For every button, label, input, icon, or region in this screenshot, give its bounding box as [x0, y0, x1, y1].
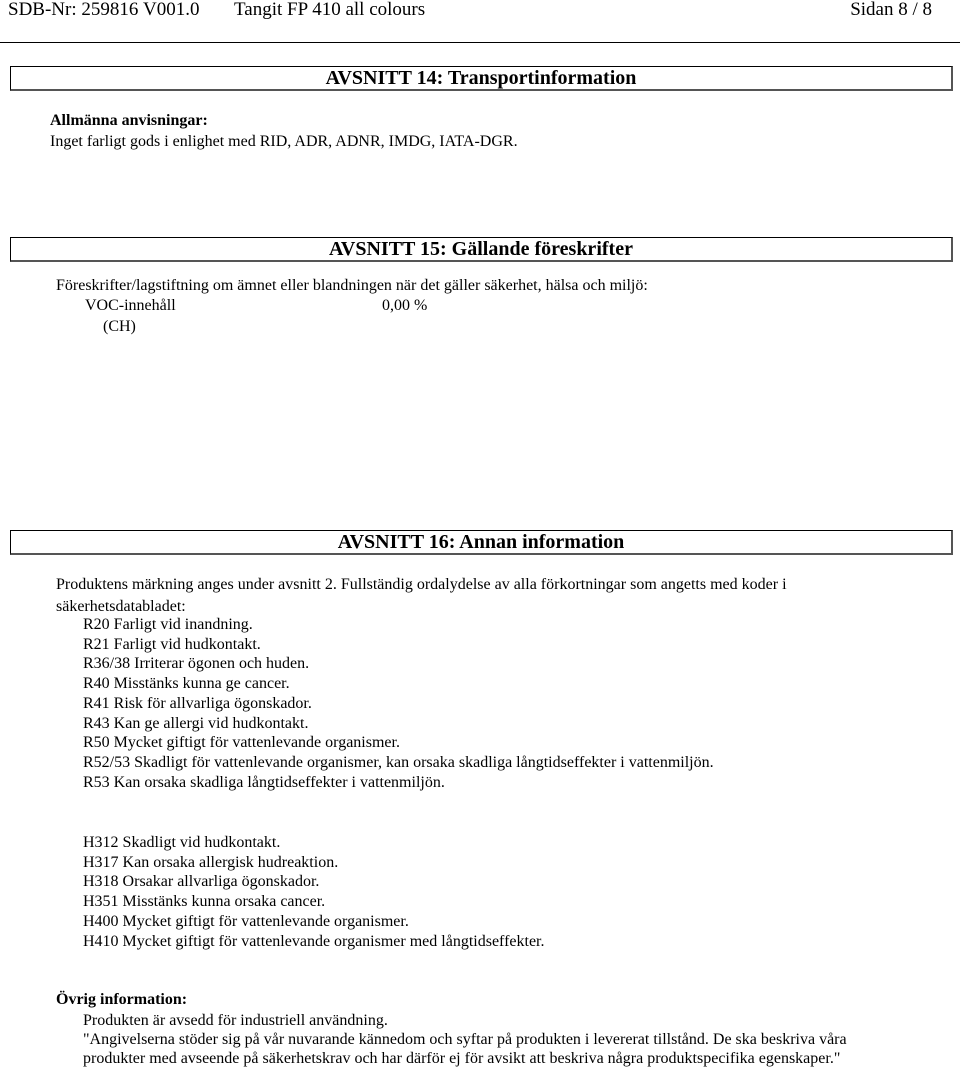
section-15-title: AVSNITT 15: Gällande föreskrifter	[329, 238, 633, 260]
h-phrase: H312 Skadligt vid hudkontakt.	[83, 834, 281, 851]
r-phrase: R41 Risk för allvarliga ögonskador.	[83, 694, 312, 712]
other-information-label: Övrig information:	[56, 991, 188, 1008]
h-phrase: H318 Orsakar allvarliga ögonskador.	[83, 873, 320, 891]
r-phrase: R50 Mycket giftigt för vattenlevande organismer.	[83, 734, 400, 752]
product-name: Tangit FP 410 all colours	[234, 0, 426, 20]
general-instructions-text: Inget farligt gods i enlighet med RID, ADR, ADNR, IMDG, IATA-DGR.	[50, 133, 518, 150]
other-information-line-2: "Angivelserna stöder sig på vår nuvarande kännedom och syftar på produkten i levererat tillstånd. De ska beskriva våra	[83, 1031, 847, 1048]
version: V001.0	[143, 0, 200, 20]
r-phrase: R52/53 Skadligt för vattenlevande organismer, kan orsaka skadliga långtidseffekter i vattenmiljön.	[83, 753, 714, 771]
section-16-heading	[10, 530, 953, 555]
h-phrase: H317 Kan orsaka allergisk hudreaktion.	[83, 853, 339, 871]
r-phrase: R20 Farligt vid inandning.	[83, 616, 253, 633]
r-phrase-list	[83, 615, 714, 792]
h-phrase-list	[83, 833, 545, 951]
r-phrase: R21 Farligt vid hudkontakt.	[83, 635, 261, 653]
r-phrase: R53 Kan orsaka skadliga långtidseffekter i vattenmiljön.	[83, 773, 445, 791]
r-phrase: R40 Misstänks kunna ge cancer.	[83, 675, 290, 693]
other-information-line-3: produkter med avseende på säkerhetskrav och har därför ej för avsikt att beskriva några produktspecifika egenskaper."	[83, 1050, 841, 1067]
voc-region: (CH)	[103, 318, 136, 335]
header-divider	[0, 42, 960, 43]
h-phrase: H410 Mycket giftigt för vattenlevande organismer med långtidseffekter.	[83, 932, 545, 950]
h-phrase: H351 Misstänks kunna orsaka cancer.	[83, 893, 326, 911]
section-14-title: AVSNITT 14: Transportinformation	[325, 67, 637, 89]
voc-value: 0,00 %	[382, 297, 428, 314]
other-information-line-1: Produkten är avsedd för industriell användning.	[83, 1012, 388, 1029]
page-number: Sidan 8 / 8	[850, 0, 932, 20]
regulations-label: Föreskrifter/lagstiftning om ämnet eller blandningen när det gäller säkerhet, hälsa och miljö:	[56, 277, 648, 294]
section-15-heading	[10, 237, 953, 262]
labelling-intro-line-2: säkerhetsdatabladet:	[56, 598, 186, 615]
h-phrase: H400 Mycket giftigt för vattenlevande organismer.	[83, 912, 409, 930]
document-number: SDB-Nr: 259816	[8, 0, 139, 20]
section-16-title: AVSNITT 16: Annan information	[337, 531, 625, 553]
labelling-intro-line-1: Produktens märkning anges under avsnitt 2. Fullständig ordalydelse av alla förkortningar som angetts med koder i	[56, 576, 787, 593]
section-14-heading	[10, 66, 953, 91]
voc-label: VOC-innehåll	[85, 297, 176, 314]
general-instructions-label: Allmänna anvisningar:	[50, 112, 208, 129]
r-phrase: R36/38 Irriterar ögonen och huden.	[83, 655, 310, 673]
r-phrase: R43 Kan ge allergi vid hudkontakt.	[83, 714, 309, 732]
